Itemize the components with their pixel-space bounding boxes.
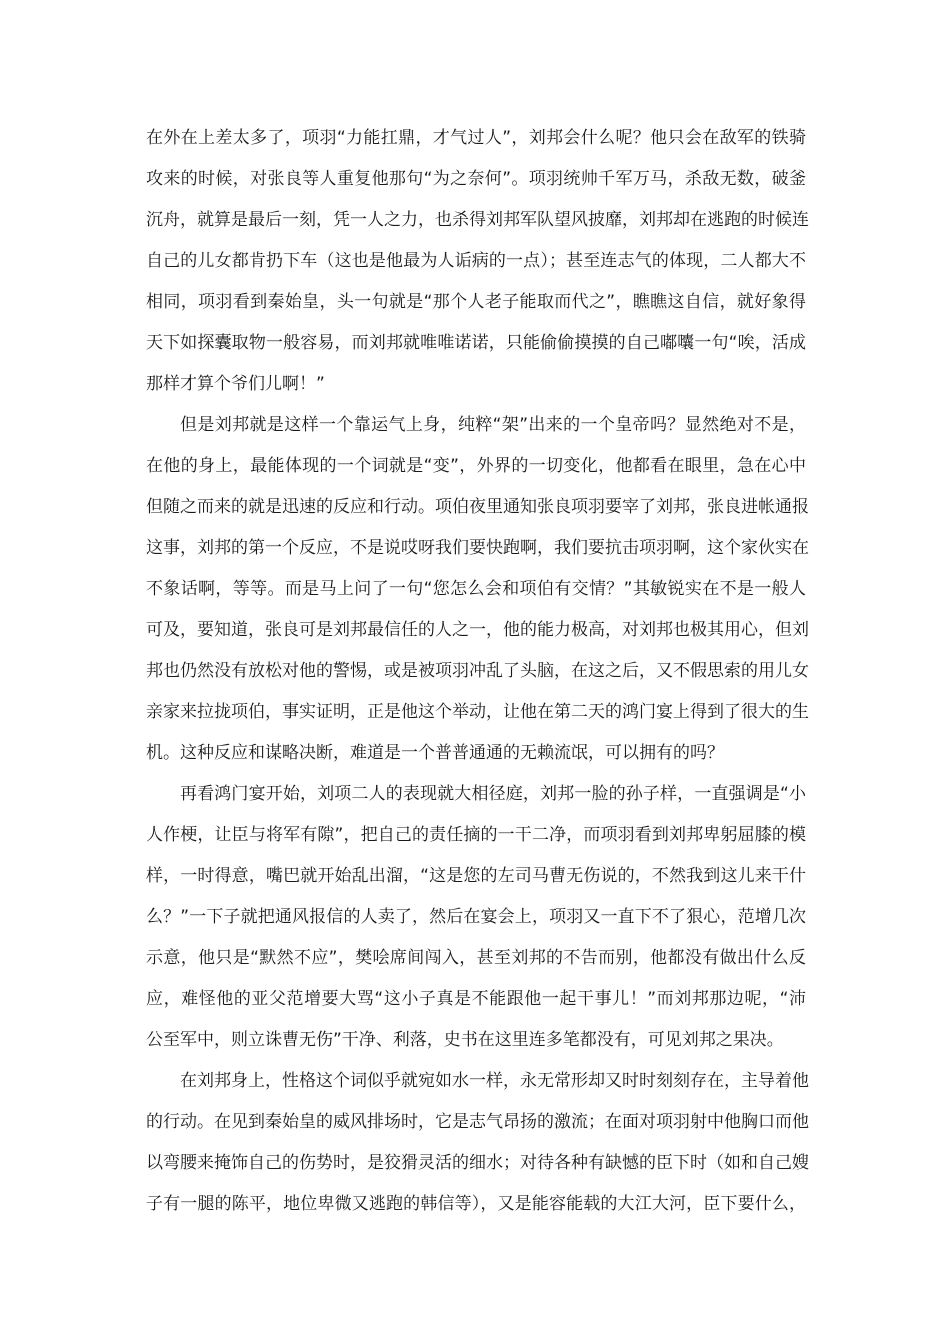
text-line: 在他的身上，最能体现的一个词就是“变”，外界的一切变化，他都看在眼里，急在心中	[146, 456, 806, 476]
paragraph-first-line: 在刘邦身上，性格这个词似乎就宛如水一样，永无常形却又时时刻刻存在，主导着他	[180, 1071, 809, 1091]
text-line: 不象话啊，等等。而是马上问了一句“您怎么会和项伯有交情？”其敏锐实在不是一般人	[146, 579, 806, 599]
paragraph-first-line: 但是刘邦就是这样一个靠运气上身，纯粹“架”出来的一个皇帝吗？显然绝对不是，	[180, 415, 806, 435]
text-line: 那样才算个爷们儿啊！”	[146, 374, 325, 394]
text-line: 亲家来拉拢项伯，事实证明，正是他这个举动，让他在第二天的鸿门宴上得到了很大的生	[146, 702, 809, 722]
text-line: 但随之而来的就是迅速的反应和行动。项伯夜里通知张良项羽要宰了刘邦，张良进帐通报	[146, 497, 809, 517]
text-line: 以弯腰来掩饰自己的伤势时，是狡猾灵活的细水；对待各种有缺憾的臣下时（如和自己嫂	[146, 1153, 809, 1173]
text-line: 自己的儿女都肯扔下车（这也是他最为人诟病的一点）；甚至连志气的体现，二人都大不	[146, 251, 806, 271]
text-line: 机。这种反应和谋略决断，难道是一个普普通通的无赖流氓，可以拥有的吗？	[146, 743, 724, 763]
paragraph-first-line: 再看鸿门宴开始，刘项二人的表现就大相径庭，刘邦一脸的孙子样，一直强调是“小	[180, 784, 806, 804]
text-line: 公至军中，则立诛曹无伤”干净、利落，史书在这里连多笔都没有，可见刘邦之果决。	[146, 1030, 784, 1050]
text-line: 应，难怪他的亚父范增要大骂“这小子真是不能跟他一起干事儿！”而刘邦那边呢，“沛	[146, 989, 806, 1009]
text-line: 的行动。在见到秦始皇的威风排场时，它是志气昂扬的激流；在面对项羽射中他胸口而他	[146, 1112, 809, 1132]
text-line: 攻来的时候，对张良等人重复他那句“为之奈何”。项羽统帅千军万马，杀敌无数，破釜	[146, 169, 806, 189]
text-line: 沉舟，就算是最后一刻，凭一人之力，也杀得刘邦军队望风披靡，刘邦却在逃跑的时候连	[146, 210, 809, 230]
text-line: 可及，要知道，张良可是刘邦最信任的人之一，他的能力极高，对刘邦也极其用心，但刘	[146, 620, 809, 640]
text-line: 这事，刘邦的第一个反应，不是说哎呀我们要快跑啊，我们要抗击项羽啊，这个家伙实在	[146, 538, 809, 558]
text-line: 么？”一下子就把通风报信的人卖了，然后在宴会上，项羽又一直下不了狠心，范增几次	[146, 907, 806, 927]
text-line: 样，一时得意，嘴巴就开始乱出溜，“这是您的左司马曹无伤说的，不然我到这儿来干什	[146, 866, 806, 886]
text-line: 示意，他只是“默然不应”，樊哙席间闯入，甚至刘邦的不告而别，他都没有做出什么反	[146, 948, 806, 968]
text-line: 邦也仍然没有放松对他的警惕，或是被项羽冲乱了头脑，在这之后，又不假思索的用儿女	[146, 661, 809, 681]
text-line: 在外在上差太多了，项羽“力能扛鼎，才气过人”，刘邦会什么呢？他只会在敌军的铁骑	[146, 128, 806, 148]
text-line: 子有一腿的陈平，地位卑微又逃跑的韩信等），又是能容能载的大江大河，臣下要什么，	[146, 1194, 806, 1214]
text-line: 相同，项羽看到秦始皇，头一句就是“那个人老子能取而代之”，瞧瞧这自信，就好象得	[146, 292, 806, 312]
text-line: 人作梗，让臣与将军有隙”，把自己的责任摘的一干二净，而项羽看到刘邦卑躬屈膝的模	[146, 825, 806, 845]
text-line: 天下如探囊取物一般容易，而刘邦就唯唯诺诺，只能偷偷摸摸的自己嘟囔一句“唉，活成	[146, 333, 806, 353]
